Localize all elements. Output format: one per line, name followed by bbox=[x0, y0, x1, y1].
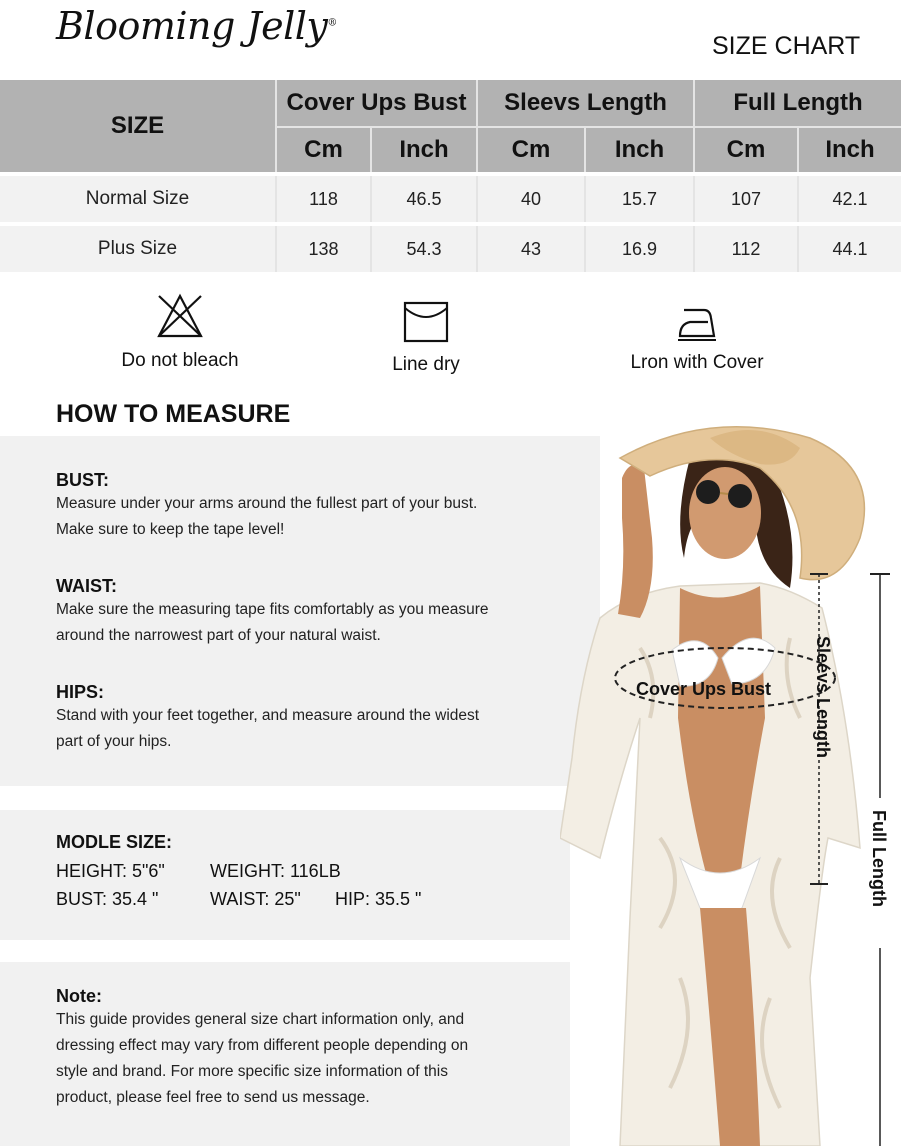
modle-row-1 bbox=[56, 861, 341, 882]
unit-header: Cm bbox=[694, 127, 798, 172]
care-do-not-bleach bbox=[110, 292, 250, 372]
unit-header: Inch bbox=[371, 127, 477, 172]
care-line-dry bbox=[356, 300, 496, 376]
size-chart-title: SIZE CHART bbox=[712, 32, 861, 60]
care-label: Lron with Cover bbox=[630, 352, 764, 373]
care-label: Do not bleach bbox=[121, 350, 239, 371]
model-face bbox=[689, 467, 761, 559]
table-cell: 40 bbox=[477, 176, 585, 222]
table-cell: 44.1 bbox=[798, 226, 901, 272]
bust-text: Measure under your arms around the fullest part of your bust. Make sure to keep the tape level! bbox=[56, 495, 478, 538]
row-label: Normal Size bbox=[0, 176, 276, 222]
note-text: This guide provides general size chart information only, and dressing effect may vary from different people depending on style and brand. For more specific size information of this product, please feel free to send us message. bbox=[56, 1011, 469, 1106]
care-iron-with-cover bbox=[620, 302, 774, 374]
table-cell: 16.9 bbox=[585, 226, 694, 272]
group-header: Cover Ups Bust bbox=[276, 80, 477, 127]
table-cell: 112 bbox=[694, 226, 798, 272]
modle-size-heading: MODLE SIZE: bbox=[56, 832, 172, 852]
modle-weight: WEIGHT: 116LB bbox=[210, 861, 341, 881]
hips-text: Stand with your feet together, and measure around the widest part of your hips. bbox=[56, 707, 480, 750]
model-arm bbox=[618, 465, 653, 618]
unit-header: Inch bbox=[585, 127, 694, 172]
size-header: SIZE bbox=[0, 80, 276, 172]
waist-heading: WAIST: bbox=[56, 576, 117, 596]
group-header: Sleevs Length bbox=[477, 80, 694, 127]
table-cell: 46.5 bbox=[371, 176, 477, 222]
table-header-row bbox=[0, 80, 901, 127]
table-cell: 54.3 bbox=[371, 226, 477, 272]
modle-bust: BUST: 35.4 " bbox=[56, 889, 159, 909]
brand-logo: Blooming Jelly® bbox=[56, 4, 337, 48]
table-cell: 107 bbox=[694, 176, 798, 222]
table-row bbox=[0, 226, 901, 272]
unit-header: Cm bbox=[276, 127, 371, 172]
table-cell: 43 bbox=[477, 226, 585, 272]
group-header: Full Length bbox=[694, 80, 901, 127]
sleeve-length-label: Sleevs Length bbox=[813, 636, 833, 759]
table-cell: 15.7 bbox=[585, 176, 694, 222]
model-illustration bbox=[560, 418, 901, 1146]
table-cell: 118 bbox=[276, 176, 371, 222]
waist-text: Make sure the measuring tape fits comfortably as you measure around the narrowest part of your natural waist. bbox=[56, 601, 489, 644]
line-dry-icon bbox=[402, 300, 450, 344]
bust-measure-label: Cover Ups Bust bbox=[636, 679, 772, 699]
iron-icon bbox=[674, 302, 720, 342]
unit-header: Cm bbox=[477, 127, 585, 172]
row-label: Plus Size bbox=[0, 226, 276, 272]
size-table bbox=[0, 80, 901, 272]
hips-heading: HIPS: bbox=[56, 682, 105, 702]
bust-heading: BUST: bbox=[56, 470, 109, 490]
modle-hip: HIP: 35.5 " bbox=[335, 889, 422, 909]
full-length-label: Full Length bbox=[869, 810, 889, 907]
table-cell: 138 bbox=[276, 226, 371, 272]
unit-header: Inch bbox=[798, 127, 901, 172]
no-bleach-icon bbox=[155, 292, 205, 340]
how-to-measure-title: HOW TO MEASURE bbox=[56, 400, 291, 428]
table-row bbox=[0, 176, 901, 222]
modle-waist: WAIST: 25" bbox=[210, 889, 301, 909]
modle-height: HEIGHT: 5"6" bbox=[56, 861, 165, 881]
care-label: Line dry bbox=[392, 354, 460, 375]
note-heading: Note: bbox=[56, 986, 102, 1006]
modle-row-2 bbox=[56, 889, 421, 910]
table-cell: 42.1 bbox=[798, 176, 901, 222]
